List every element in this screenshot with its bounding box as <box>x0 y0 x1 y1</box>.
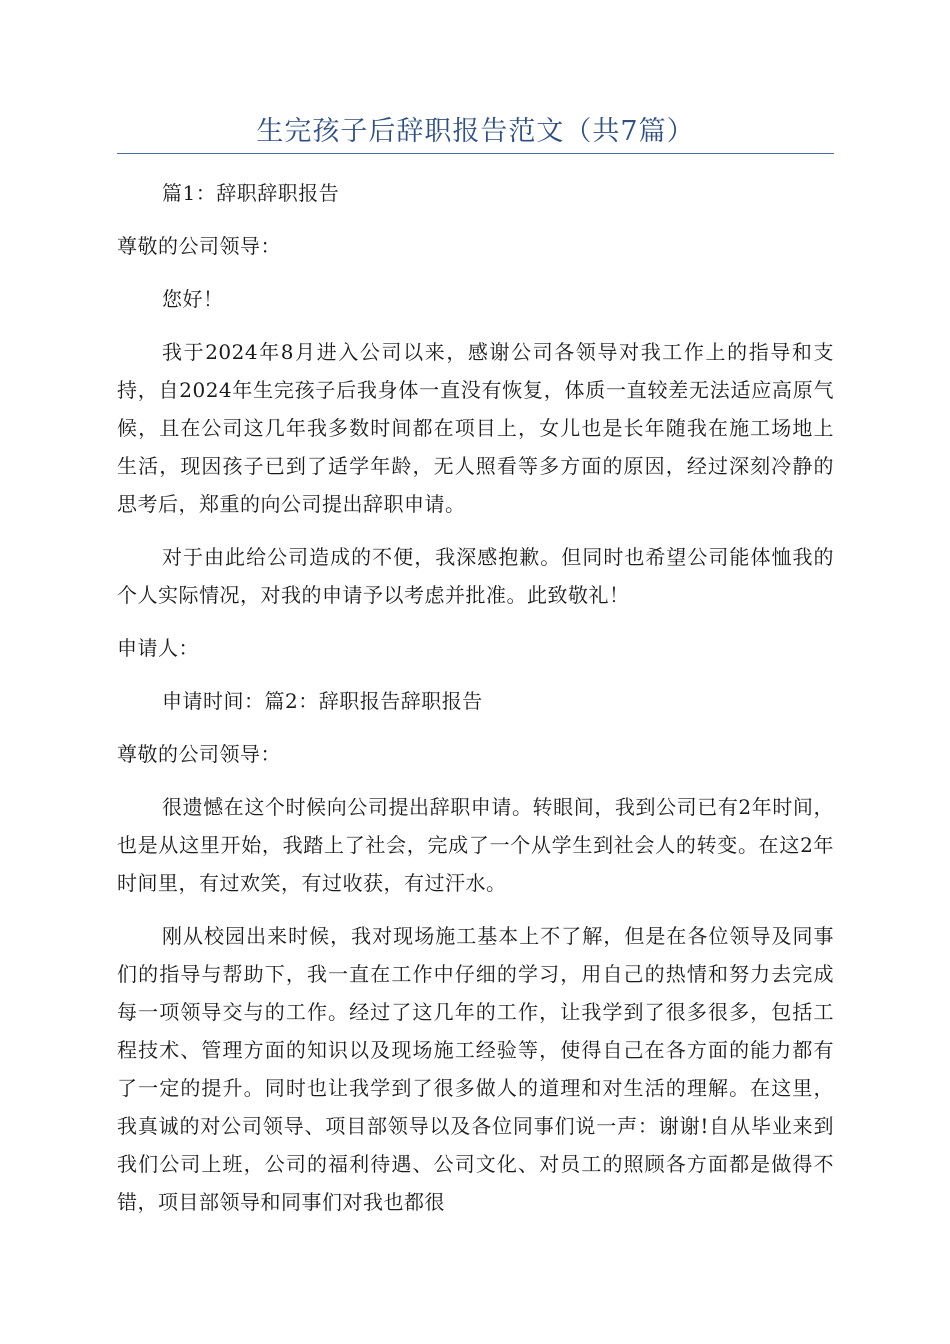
document-title: 生完孩子后辞职报告范文（共7篇） <box>256 116 695 147</box>
body-paragraph: 我于2024年8月进入公司以来，感谢公司各领导对我工作上的指导和支持，自2024年生完孩子后我身体一直没有恢复，体质一直较差无法适应高原气候，且在公司这几年我多数时间都在项目上，女儿也是长年随我在施工场地上生活，现因孩子已到了适学年龄，无人照看等多方面的原因，经过深刻冷静的思考后，郑重的向公司提出辞职申请。 <box>117 340 834 516</box>
body-paragraph: 对于由此给公司造成的不便，我深感抱歉。但同时也希望公司能体恤我的个人实际情况，对我的申请予以考虑并批准。此致敬礼！ <box>117 545 834 607</box>
title-underline <box>117 153 834 154</box>
salutation: 尊敬的公司领导： <box>117 742 281 766</box>
body-paragraph: 很遗憾在这个时候向公司提出辞职申请。转眼间，我到公司已有2年时间，也是从这里开始，我踏上了社会，完成了一个从学生到社会人的转变。在这2年时间里，有过欢笑，有过收获，有过汗水。 <box>117 795 834 895</box>
greeting: 您好！ <box>162 287 224 311</box>
salutation: 尊敬的公司领导： <box>117 234 281 258</box>
document-body <box>117 174 834 1236</box>
body-paragraph: 刚从校园出来时候，我对现场施工基本上不了解，但是在各位领导及同事们的指导与帮助下，我一直在工作中仔细的学习，用自己的热情和努力去完成每一项领导交与的工作。经过了这几年的工作，让我学到了很多很多，包括工程技术、管理方面的知识以及现场施工经验等，使得自己在各方面的能力都有了一定的提升。同时也让我学到了很多做人的道理和对生活的理解。在这里，我真诚的对公司领导、项目部领导以及各位同事们说一声：谢谢!自从毕业来到我们公司上班，公司的福利待遇、公司文化、对员工的照顾各方面都是做得不错，项目部领导和同事们对我也都很 <box>117 924 834 1214</box>
section-heading: 申请时间：篇2：辞职报告辞职报告 <box>162 689 483 713</box>
applicant-line: 申请人： <box>117 636 199 660</box>
section-heading: 篇1：辞职辞职报告 <box>162 181 340 205</box>
